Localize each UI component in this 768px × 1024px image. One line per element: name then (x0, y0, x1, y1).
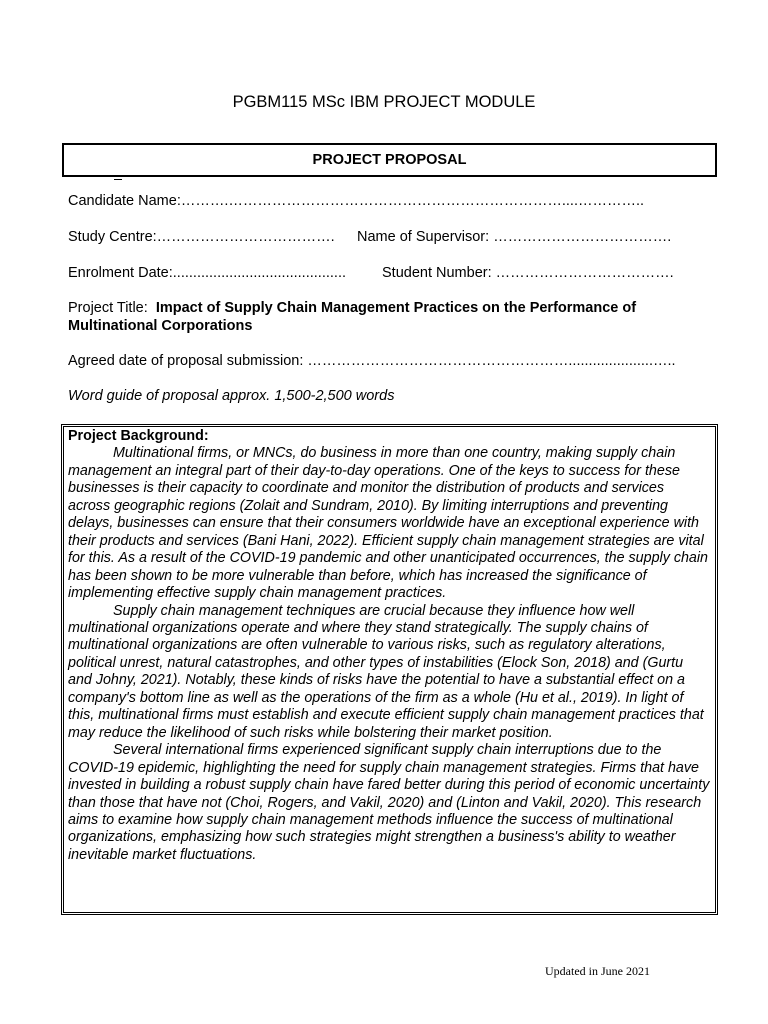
student-number-field: Student Number: ………………………………. (382, 265, 674, 281)
supervisor-field: Name of Supervisor: ………………………………. (357, 229, 672, 245)
document-title: PGBM115 MSc IBM PROJECT MODULE (232, 93, 536, 111)
project-title-value: Impact of Supply Chain Management Practices on the Performance of Multinational Corporations (68, 300, 637, 334)
project-background-content (68, 428, 710, 864)
project-title-label: Project Title: (68, 300, 148, 316)
project-background-heading: Project Background: (68, 428, 209, 444)
project-proposal-heading: PROJECT PROPOSAL (312, 152, 467, 168)
background-paragraph: Supply chain management techniques are crucial because they influence how well multinational organizations operate and where they stand strategically. The supply chains of multinational organizations are often vulnerable to various risks, such as regulatory alterations, political unrest, natural catastrophes, and other types of instabilities (Elock Son, 2018) and (Gurtu and Johny, 2021). Notably, these kinds of risks have the potential to have a substantial effect on a company's bottom line as well as the operations of the firm as a whole (Hu et al., 2019). In light of this, multinational firms must establish and execute efficient supply chain management practices that may reduce the likelihood of such risks while bolstering their market position. (68, 602, 704, 741)
word-guide-note: Word guide of proposal approx. 1,500-2,500 words (68, 388, 395, 404)
agreed-date-field: Agreed date of proposal submission: ……………………………………………….....................….. (68, 353, 676, 369)
candidate-name-field: Candidate Name:……….……………………………………………………………....………….. (68, 193, 645, 209)
background-paragraph: Several international firms experienced significant supply chain interruptions due to the COVID-19 epidemic, highlighting the need for supply chain management strategies. Firms that have invested in building a robust supply chain have fared better during this period of economic uncertainty than those that have not (Choi, Rogers, and Vakil, 2020) and (Linton and Vakil, 2020). This research aims to examine how supply chain management methods influence the success of multinational organizations, emphasizing how such strategies might strengthen a business's ability to weather inevitable market fluctuations. (68, 742, 710, 863)
background-paragraph: Multinational firms, or MNCs, do business in more than one country, making supply chain management an integral part of their day-to-day operations. One of the keys to success for these businesses is their capacity to coordinate and monitor the distribution of products and services across geographic regions (Zolait and Sundram, 2010). By limiting interruptions and preventing delays, businesses can ensure that their consumers worldwide have an exceptional experience with their products and services (Bani Hani, 2022). Efficient supply chain management strategies are vital for this. As a result of the COVID-19 pandemic and other unanticipated occurrences, the supply chain has been shown to be more vulnerable than before, which has increased the significance of implementing effective supply chain management practices. (68, 445, 709, 602)
enrolment-date-field: Enrolment Date:........................................... (68, 265, 346, 281)
project-title-field (68, 299, 708, 335)
updated-note: Updated in June 2021 (545, 964, 650, 978)
stray-dash-mark (114, 179, 122, 180)
study-centre-field: Study Centre:………………………………. (68, 229, 335, 245)
